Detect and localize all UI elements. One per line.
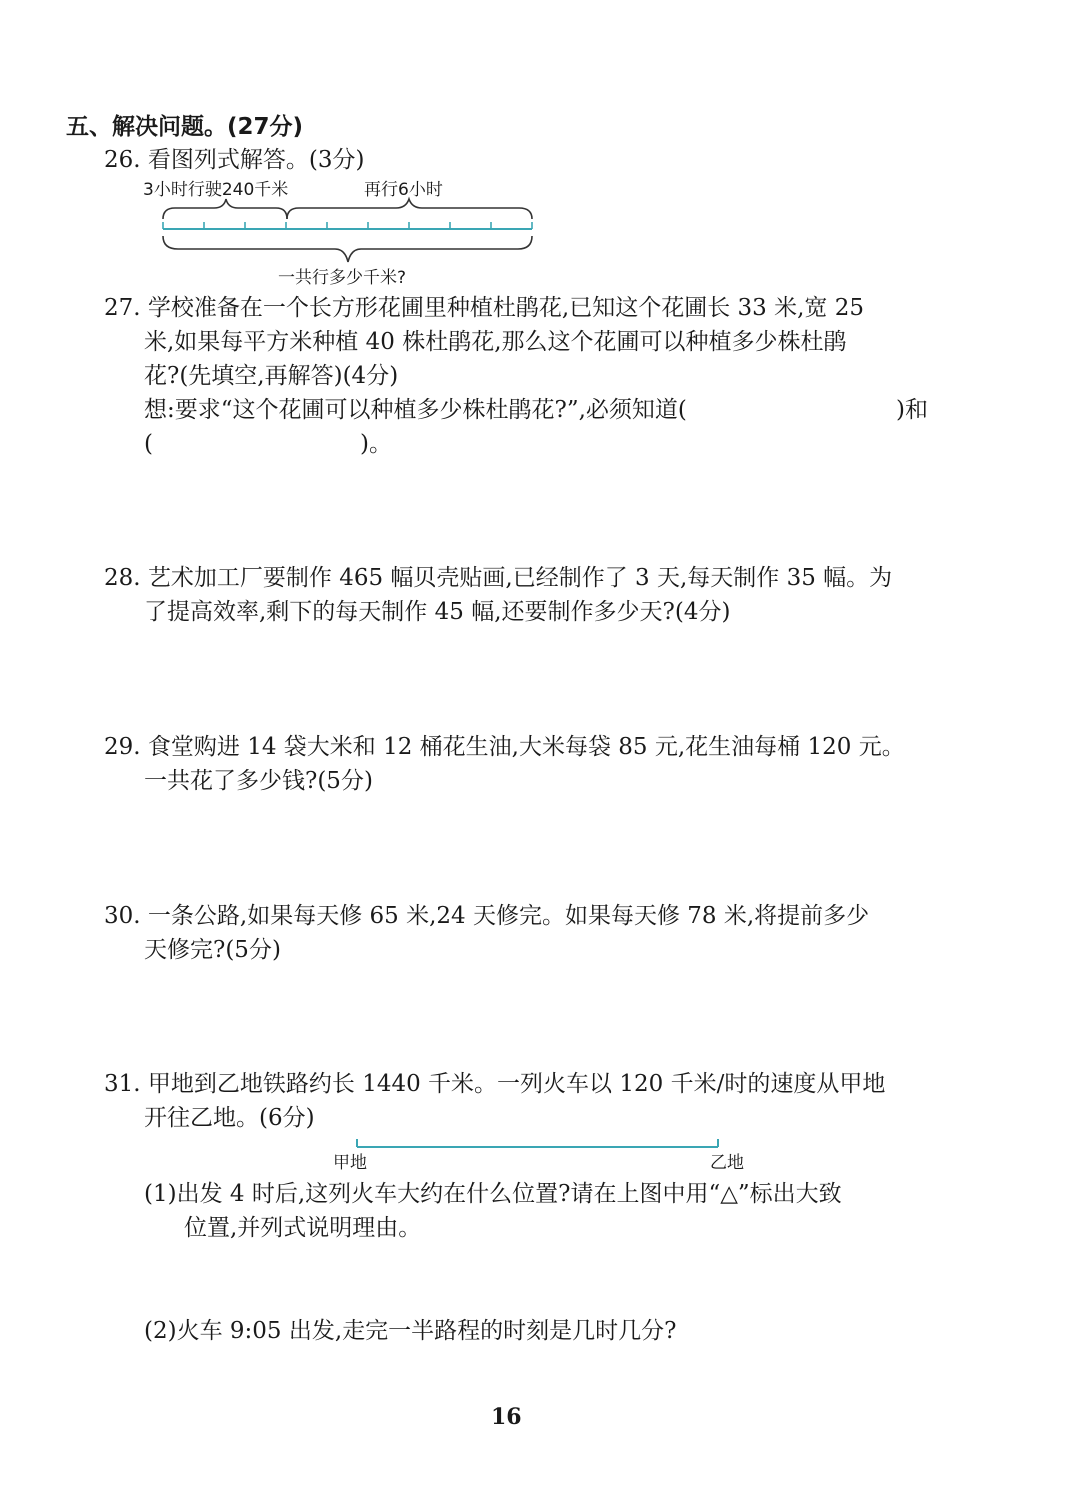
q31-label-end: 乙地 <box>710 1153 744 1173</box>
question-30-line-2: 天修完?(5分) <box>144 937 281 963</box>
question-26-text: 26. 看图列式解答。(3分) <box>104 147 365 173</box>
question-30-line-1: 30. 一条公路,如果每天修 65 米,24 天修完。如果每天修 78 米,将提前多少 <box>104 903 870 929</box>
q26-brace-left <box>163 199 287 219</box>
question-27-line-3: 花?(先填空,再解答)(4分) <box>144 363 399 389</box>
question-31-line-2: 开往乙地。(6分) <box>144 1105 315 1131</box>
question-27-line-4b: )和 <box>896 397 928 423</box>
question-29-line-1: 29. 食堂购进 14 袋大米和 12 桶花生油,大米每袋 85 元,花生油每桶 120 元。 <box>104 734 905 760</box>
question-31-sub1-line-2: 位置,并列式说明理由。 <box>184 1215 422 1241</box>
q26-label-bottom: 一共行多少千米? <box>278 268 407 288</box>
question-27-line-5b: )。 <box>360 431 392 457</box>
question-28-line-2: 了提高效率,剩下的每天制作 45 幅,还要制作多少天?(4分) <box>144 599 731 625</box>
question-27-line-5a: ( <box>144 431 153 457</box>
question-31-sub1-line-1: (1)出发 4 时后,这列火车大约在什么位置?请在上图中用“△”标出大致 <box>144 1181 842 1207</box>
q26-brace-bottom <box>163 236 532 262</box>
question-27-line-1: 27. 学校准备在一个长方形花圃里种植杜鹃花,已知这个花圃长 33 米,宽 25 <box>104 295 864 321</box>
q31-route-line <box>357 1139 718 1147</box>
question-27-line-4a: 想:要求“这个花圃可以种植多少株杜鹃花?”,必须知道( <box>144 397 687 423</box>
page-number: 16 <box>491 1404 522 1430</box>
question-31-line-1: 31. 甲地到乙地铁路约长 1440 千米。一列火车以 120 千米/时的速度从甲地 <box>104 1071 886 1097</box>
q26-number-line <box>163 222 532 229</box>
question-29-line-2: 一共花了多少钱?(5分) <box>144 768 373 794</box>
question-31-sub2: (2)火车 9:05 出发,走完一半路程的时刻是几时几分? <box>144 1318 677 1344</box>
q26-brace-right <box>287 199 532 219</box>
question-28-line-1: 28. 艺术加工厂要制作 465 幅贝壳贴画,已经制作了 3 天,每天制作 35 幅。为 <box>104 565 893 591</box>
q26-label-left: 3小时行驶240千米 <box>143 180 289 200</box>
q26-label-right: 再行6小时 <box>364 180 443 200</box>
section-title: 五、解决问题。(27分) <box>66 114 304 140</box>
q31-label-start: 甲地 <box>333 1153 367 1173</box>
question-27-line-2: 米,如果每平方米种植 40 株杜鹃花,那么这个花圃可以种植多少株杜鹃 <box>144 329 847 355</box>
